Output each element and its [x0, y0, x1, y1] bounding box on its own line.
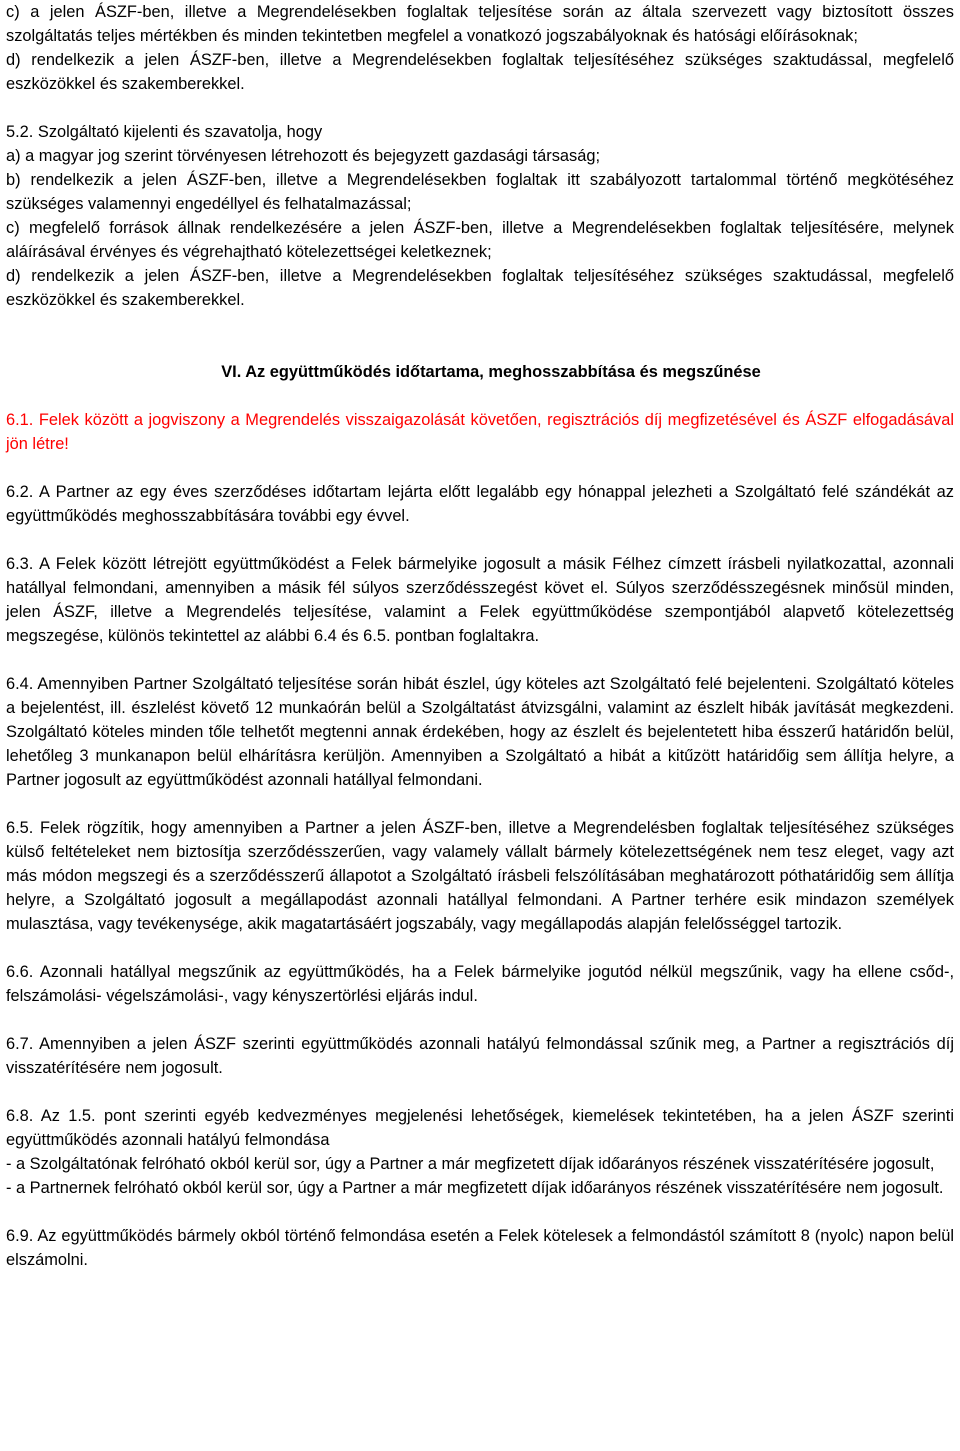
spacer — [6, 1008, 954, 1032]
spacer — [6, 96, 954, 120]
paragraph-5-2-a: a) a magyar jog szerint törvényesen létrehozott és bejegyzett gazdasági társaság; — [6, 147, 601, 165]
paragraph-6-7: 6.7. Amennyiben a jelen ÁSZF szerinti együttműködés azonnali hatályú felmondással szűnik meg, a Partner a regisztrációs díj visszatérítésére nem jogosult. — [6, 1035, 954, 1077]
spacer — [6, 792, 954, 816]
paragraph-5-2-b: b) rendelkezik a jelen ÁSZF-ben, illetve a Megrendelésekben foglaltak itt szabályozott tartalommal történő megkötéséhez szükséges valamennyi engedéllyel és felhatalmazással; — [6, 171, 954, 213]
paragraph-5-1-c: c) a jelen ÁSZF-ben, illetve a Megrendelésekben foglaltak teljesítése során az általa szervezett vagy biztosított összes szolgáltatás teljes mértékben és minden tekintetben megfelel a vonatkozó jogszabályoknak és hatósági előírásoknak; — [6, 3, 954, 45]
paragraph-6-5: 6.5. Felek rögzítik, hogy amennyiben a Partner a jelen ÁSZF-ben, illetve a Megrendelésben foglaltak teljesítéséhez szükséges külső feltételeket nem biztosítja szerződésszerűen, vagy valamely vállalt bármely kötelezettségének nem tesz eleget, vagy azt más módon megszegi és a szerződésszerű állapotot a Szolgáltató írásbeli felszólításában meghatározott póthatáridőig sem állítja helyre, a Szolgáltató jogosult a megállapodást azonnali hatállyal felmondani. A Partner terhére esik mindazon személyek mulasztása, vagy tevékenysége, akik magatartásáért jogszabály, vagy megállapodás alapján felelősséggel tartozik. — [6, 819, 954, 933]
paragraph-6-6: 6.6. Azonnali hatállyal megszűnik az együttműködés, ha a Felek bármelyike jogutód nélkül megszűnik, vagy ha ellene csőd-, felszámolási- végelszámolási-, vagy kényszertörlési eljárás indul. — [6, 963, 954, 1005]
spacer — [6, 936, 954, 960]
paragraph-5-1-d: d) rendelkezik a jelen ÁSZF-ben, illetve a Megrendelésekben foglaltak teljesítéséhez szükséges szaktudással, megfelelő eszközökkel és szakemberekkel. — [6, 51, 954, 93]
paragraph-6-4: 6.4. Amennyiben Partner Szolgáltató teljesítése során hibát észlel, úgy köteles azt Szolgáltató felé bejelenteni. Szolgáltató köteles a bejelentést, ill. észlelést követő 12 munkaórán belül a Szolgáltatást átvizsgálni, valamint az észlelt hibák javítását megkezdeni. Szolgáltató köteles minden tőle telhetőt megtenni annak érdekében, hogy az észlelt és bejelentetett hiba ésszerű határidőn belül, lehetőleg 3 munkanapon belül elhárításra kerüljön. Amennyiben a Szolgáltató a hibát a kitűzött határidőig sem állítja helyre, a Partner jogosult az együttműködést azonnali hatállyal felmondani. — [6, 675, 954, 789]
spacer — [6, 528, 954, 552]
paragraph-5-2-c: c) megfelelő források állnak rendelkezésére a jelen ÁSZF-ben, illetve a Megrendelésekben foglaltak teljesítésére, melynek aláírásával érvényes és végrehajtható kötelezettségei keletkeznek; — [6, 219, 954, 261]
section-heading: VI. Az együttműködés időtartama, meghosszabbítása és megszűnése — [221, 363, 761, 381]
spacer — [6, 1200, 954, 1224]
paragraph-6-8-intro: 6.8. Az 1.5. pont szerinti egyéb kedvezményes megjelenési lehetőségek, kiemelések tekintetében, ha a jelen ÁSZF szerinti együttműködés azonnali hatályú felmondása — [6, 1107, 954, 1149]
paragraph-6-9: 6.9. Az együttműködés bármely okból történő felmondása esetén a Felek kötelesek a felmondástól számított 8 (nyolc) napon belül elszámolni. — [6, 1227, 954, 1269]
spacer — [6, 384, 954, 408]
paragraph-6-8-item-1: - a Szolgáltatónak felróható okból kerül sor, úgy a Partner a már megfizetett díjak időarányos részének visszatérítésére jogosult, — [6, 1155, 935, 1173]
paragraph-6-8-item-2: - a Partnernek felróható okból kerül sor, úgy a Partner a már megfizetett díjak időarányos részének visszatérítésére nem jogosult. — [6, 1179, 944, 1197]
spacer — [6, 648, 954, 672]
spacer — [6, 456, 954, 480]
paragraph-6-2: 6.2. A Partner az egy éves szerződéses időtartam lejárta előtt legalább egy hónappal jelezheti a Szolgáltató felé szándékát az együttműködés meghosszabbítására további egy évvel. — [6, 483, 954, 525]
paragraph-6-3: 6.3. A Felek között létrejött együttműködést a Felek bármelyike jogosult a másik Félhez címzett írásbeli nyilatkozattal, azonnali hatállyal felmondani, amennyiben a másik fél súlyos szerződésszegést követ el. Súlyos szerződésszegésnek minősül minden, jelen ÁSZF, illetve a Megrendelés teljesítése, valamint a Felek együttműködése szempontjából alapvető kötelezettség megszegése, különös tekintettel az alábbi 6.4 és 6.5. pontban foglaltakra. — [6, 555, 954, 645]
document-page — [6, 0, 954, 1272]
paragraph-5-2-d: d) rendelkezik a jelen ÁSZF-ben, illetve a Megrendelésekben foglaltak teljesítéséhez szükséges szaktudással, megfelelő eszközökkel és szakemberekkel. — [6, 267, 954, 309]
paragraph-5-2-intro: 5.2. Szolgáltató kijelenti és szavatolja, hogy — [6, 123, 323, 141]
spacer — [6, 312, 954, 360]
spacer — [6, 1080, 954, 1104]
paragraph-6-1: 6.1. Felek között a jogviszony a Megrendelés visszaigazolását követően, regisztrációs díj megfizetésével és ÁSZF elfogadásával jön létre! — [6, 411, 954, 453]
